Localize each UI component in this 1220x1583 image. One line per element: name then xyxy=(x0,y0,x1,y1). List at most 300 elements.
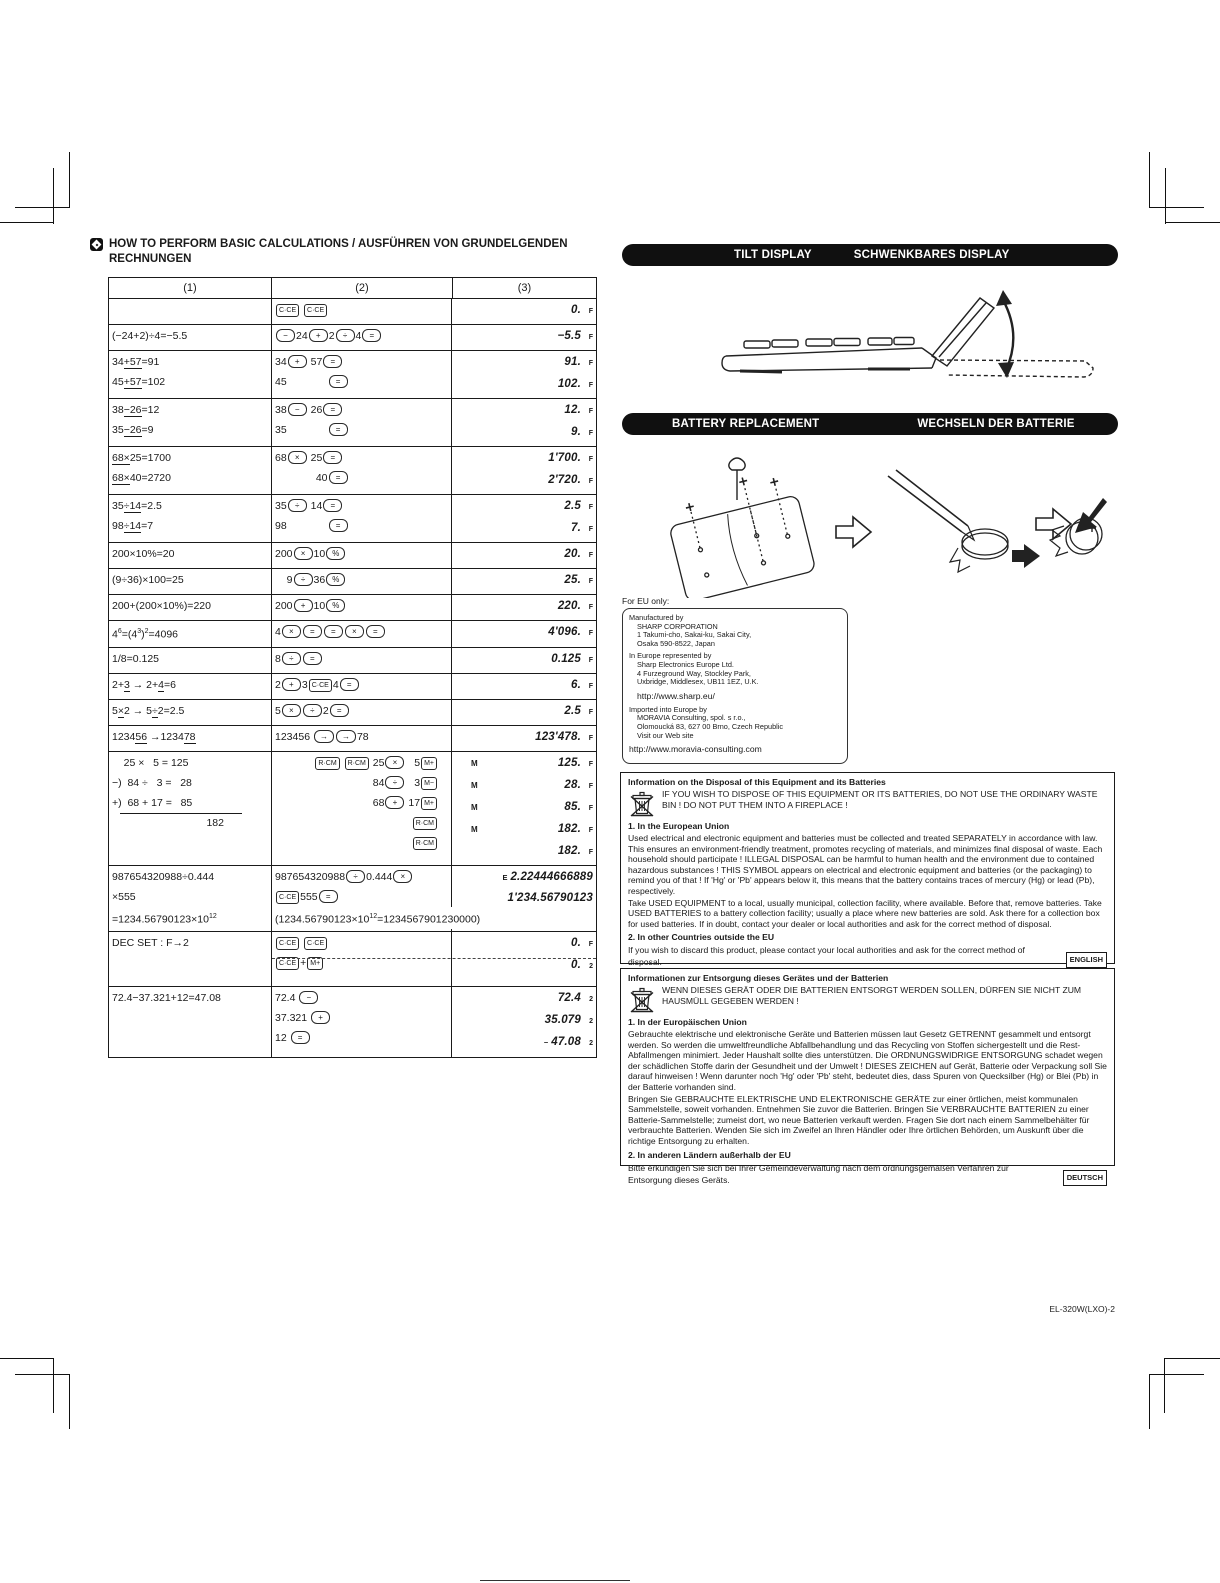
calc-key: = xyxy=(323,499,342,512)
calc-key: M+ xyxy=(421,757,437,770)
weee-bin-icon xyxy=(630,986,654,1014)
display-value: 102. xyxy=(557,378,581,390)
diamond-bullet-icon xyxy=(90,238,103,251)
key-sequence-line: 45 = xyxy=(275,372,448,392)
key-sequence-line: 40 = xyxy=(275,468,448,488)
mode-indicator: F xyxy=(588,941,593,948)
banner-label-de: SCHWENKBARES DISPLAY xyxy=(853,249,1010,261)
result-line xyxy=(455,374,593,396)
calc-key: R·CM xyxy=(315,757,339,770)
key-sequence-line: 987654320988 ÷ 0.444 × xyxy=(275,867,448,887)
result-cell xyxy=(451,674,596,699)
key-sequence-line: 35 ÷ 14 = xyxy=(275,496,448,516)
mode-indicator: F xyxy=(588,578,593,585)
table-row xyxy=(109,648,596,674)
crop-mark xyxy=(69,1374,70,1429)
disposal-warning: IF YOU WISH TO DISPOSE OF THIS EQUIPMENT OR ITS BATTERIES, DO NOT USE THE ORDINARY WASTE BIN ! DO NOT PUT THEM INTO A FIREPLACE ! xyxy=(662,789,1098,810)
disposal-final-text: If you wish to discard this product, please contact your local authorities and ask for the correct method of disposal. xyxy=(628,945,1025,968)
mode-indicator: F xyxy=(588,734,593,742)
result-cell xyxy=(451,932,596,986)
display-value: 0.125 xyxy=(551,652,581,665)
crop-mark xyxy=(0,1358,54,1359)
model-footer: EL-320W(LXO)-2 xyxy=(1049,1304,1115,1314)
disposal-final-text: Bitte erkundigen Sie sich bei Ihrer Gemeindeverwaltung nach dem ordnungsgemäßen Verfahren zur Entsorgung dieses Geräts. xyxy=(628,1162,1009,1185)
table-row xyxy=(109,866,596,933)
calc-key: ÷ xyxy=(346,870,365,883)
language-tag: ENGLISH xyxy=(1066,952,1107,968)
result-line xyxy=(455,701,593,723)
result-cell xyxy=(451,569,596,594)
dashed-divider xyxy=(272,958,596,959)
key-sequence-cell xyxy=(271,351,451,398)
display-value: 1'700. xyxy=(548,452,581,464)
calc-key: C·CE xyxy=(276,304,299,317)
calc-key: + xyxy=(294,599,313,612)
display-value: 72.4 xyxy=(557,992,581,1004)
memory-indicator: M xyxy=(471,780,478,790)
calc-key: R·CM xyxy=(413,837,437,850)
memory-indicator: M xyxy=(471,758,478,768)
calc-key: × xyxy=(282,704,301,717)
eu-address-box xyxy=(622,608,848,764)
key-sequence-cell xyxy=(271,932,451,986)
expression-line: (−24+2)÷4=−5.5 xyxy=(112,330,188,342)
key-sequence-line: 200 × 10 % xyxy=(275,544,448,564)
expression-line: 1/8=0.125 xyxy=(112,652,160,665)
table-row xyxy=(109,325,596,351)
table-row xyxy=(109,399,596,447)
calc-key: + xyxy=(309,329,328,342)
result-line xyxy=(455,675,593,697)
key-sequence-cell xyxy=(271,621,451,647)
display-value: 6. xyxy=(571,678,581,691)
calc-table-body xyxy=(109,299,596,1057)
result-line xyxy=(455,1032,593,1054)
disposal-section1: 1. In der Europäischen Union xyxy=(628,1017,747,1027)
display-value: 220. xyxy=(557,600,581,612)
language-tag: DEUTSCH xyxy=(1063,1170,1107,1186)
result-cell xyxy=(451,595,596,620)
calc-key: = xyxy=(303,652,322,665)
calc-key: → xyxy=(336,730,356,743)
display-value: 125. xyxy=(557,756,581,769)
result-line xyxy=(455,596,593,618)
expression-line: 38−26=12 xyxy=(112,404,160,416)
banner-label-de: WECHSELN DER BATTERIE xyxy=(917,418,1075,430)
display-value: 2.22444666889 xyxy=(510,870,593,883)
calc-key: = xyxy=(323,355,342,368)
weee-bin-icon xyxy=(630,790,654,818)
key-sequence-line xyxy=(275,933,448,953)
expression-cell xyxy=(109,700,271,725)
calc-key: ÷ xyxy=(288,499,307,512)
result-line xyxy=(455,448,593,470)
disposal-title: Informationen zur Entsorgung dieses Gerätes und der Batterien xyxy=(628,973,889,983)
table-row xyxy=(109,351,596,399)
expression-line: 25 × 5 = 125 xyxy=(112,756,189,769)
disposal-paragraph xyxy=(628,944,1107,968)
expression-line: 68×25=1700 xyxy=(112,452,171,464)
key-sequence-line: 98 = xyxy=(275,516,448,536)
expression-line: 68×40=2720 xyxy=(112,472,171,484)
calc-key: + xyxy=(282,678,301,691)
mode-indicator: F xyxy=(588,604,593,611)
calc-key: → xyxy=(314,730,334,743)
eu-address-line: 1 Takumi-cho, Sakai-ku, Sakai City, xyxy=(637,630,752,640)
table-row xyxy=(109,621,596,648)
mode-indicator: F xyxy=(588,804,593,812)
expression-line: 72.4−37.321+12=47.08 xyxy=(112,992,221,1004)
result-line xyxy=(455,352,593,374)
key-sequence-line: 123456 → → 78 xyxy=(275,730,369,743)
display-value: 28. xyxy=(564,778,581,791)
display-value: 2.5 xyxy=(564,500,581,512)
mode-indicator: F xyxy=(588,360,593,367)
expression-line: 200×10%=20 xyxy=(112,548,175,560)
mode-indicator: F xyxy=(588,430,593,437)
calc-key: = xyxy=(319,890,338,903)
expression-line: 2+3 → 2+4=6 xyxy=(112,678,176,691)
display-value: 1'234.56790123 xyxy=(507,891,593,904)
mode-indicator: 2 xyxy=(589,996,593,1003)
mode-indicator: F xyxy=(588,456,593,463)
mode-indicator: F xyxy=(588,826,593,834)
key-sequence-line: 8 ÷ = xyxy=(275,649,448,669)
result-line xyxy=(455,841,593,863)
calc-key: M+ xyxy=(421,797,437,810)
result-line xyxy=(455,518,593,540)
key-sequence-line: 34 + 57 = xyxy=(275,352,448,372)
display-value: 20. xyxy=(564,548,581,560)
result-line xyxy=(455,797,593,819)
calc-key: × xyxy=(282,625,301,638)
result-cell xyxy=(451,700,596,725)
key-sequence-cell xyxy=(271,866,481,932)
calc-key: × xyxy=(294,547,313,560)
disposal-title: Information on the Disposal of this Equipment and its Batteries xyxy=(628,777,886,787)
calc-key: = xyxy=(329,519,348,532)
calc-key: − xyxy=(288,403,307,416)
crop-mark xyxy=(1149,207,1204,208)
display-value: 0. xyxy=(571,959,581,971)
calc-key: = xyxy=(362,329,381,342)
scan-artifact xyxy=(480,1580,630,1581)
disposal-paragraph: Gebrauchte elektrische und elektronische Geräte und Batterien müssen laut Gesetz GETRENNT gesammelt und entsorgt werden. So werden die umweltfreundliche Abfallbehandlung und das Recycling von Stoffen sichergestellt und die Rest-Abfallmengen minimiert. Jeder Haushalt sollte dies unterstützen. Die ORDNUNGSWIDRIGE ENTSORGUNG schadet wegen der schädlichen Stoffe darin der Gesundheit und der Umwelt ! DIESES ZEICHEN auf Gerät, Batterie oder Verpackung soll Sie darauf hinweisen ! Wenn darunter noch 'Hg' oder 'Pb' steht, bedeutet dies, dass Spuren von Quecksilber (Hg) or Blei (Pb) in der Batterie vorhanden sind. xyxy=(628,1029,1107,1092)
expression-line: −) 84 ÷ 3 = 28 xyxy=(112,776,192,789)
calc-key: C·CE xyxy=(309,679,332,692)
table-row xyxy=(109,569,596,595)
expression-line: +) 68 + 17 = 85 xyxy=(112,796,193,809)
calc-key: C·CE xyxy=(276,937,299,950)
result-line xyxy=(455,888,593,908)
battery-replacement-illustration xyxy=(640,448,1110,598)
result-line xyxy=(455,867,593,888)
key-sequence-line: 72.4 − xyxy=(275,988,448,1008)
column-header-1: (1) xyxy=(183,282,197,294)
calc-key: × xyxy=(385,756,404,769)
disposal-section2: 2. In other Countries outside the EU xyxy=(628,932,775,943)
table-row xyxy=(109,595,596,621)
calc-key: % xyxy=(326,599,345,612)
key-sequence-cell xyxy=(271,648,451,673)
calc-key: = xyxy=(323,451,342,464)
display-value: 85. xyxy=(564,800,581,813)
key-sequence-cell xyxy=(271,595,451,620)
expression-cell xyxy=(109,495,271,542)
result-line xyxy=(455,470,593,492)
table-row xyxy=(109,752,596,866)
result-line xyxy=(455,649,593,671)
crop-mark xyxy=(15,1374,70,1375)
expression-cell xyxy=(109,987,271,1057)
result-line xyxy=(455,1010,593,1032)
table-row xyxy=(109,932,596,987)
expression-line: $4^6=(4^3)^2=4096$ xyxy=(112,628,179,641)
key-sequence-line xyxy=(275,813,448,833)
key-sequence-line: 2 + 3 C·CE 4 = xyxy=(275,675,448,695)
key-sequence-cell xyxy=(271,325,451,350)
mode-indicator: F xyxy=(588,408,593,415)
crop-mark xyxy=(1165,222,1220,223)
result-line xyxy=(455,727,593,749)
expression-line: 200+(200×10%)=220 xyxy=(112,600,211,612)
calc-key: = xyxy=(324,625,343,638)
calc-key: M− xyxy=(421,777,437,790)
expression-cell xyxy=(109,866,271,932)
display-value: 4'096. xyxy=(548,626,581,638)
eu-address-line: SHARP CORPORATION xyxy=(637,621,718,631)
table-row xyxy=(109,447,596,495)
key-sequence-line: 35 = xyxy=(275,420,448,440)
disposal-paragraph: Bringen Sie GEBRAUCHTE ELEKTRISCHE UND ELEKTRONISCHE GERÄTE zur einer örtlichen, meist kommunalen Sammelstelle, soweit vorhanden. Entnehmen Sie zuvor die Batterien. Bringen Sie VERBRAUCHTE BATTERIEN zu einer Batterie-Sammelstelle; zumeist dort, wo neue Batterien verkauft werden. Fragen Sie dort nach einem Sammelbehälter für verbrauchte Batterien. Wenden Sie sich im Zweifel an Ihren Händler oder Ihre örtlichen Behörden, um Auskunft über die richtige Entsorgung zu erhalten. xyxy=(628,1093,1090,1146)
display-value: 182. xyxy=(557,822,581,835)
key-sequence-line: 12 = xyxy=(275,1028,448,1048)
crop-mark xyxy=(15,207,70,208)
result-line xyxy=(455,326,593,348)
key-sequence-line: 68 × 25 = xyxy=(275,448,448,468)
result-cell xyxy=(451,987,596,1057)
calculation-table xyxy=(108,277,597,1058)
crop-mark xyxy=(53,168,54,224)
calc-key: = xyxy=(330,704,349,717)
mode-indicator: F xyxy=(588,848,593,856)
display-value: 0. xyxy=(571,937,581,949)
display-value: 47.08 xyxy=(551,1036,581,1048)
mode-indicator: F xyxy=(588,782,593,790)
calc-key: × xyxy=(345,625,364,638)
mode-indicator: F xyxy=(588,760,593,768)
eu-address-line: http://www.sharp.eu/ xyxy=(637,690,715,701)
calc-key: ÷ xyxy=(385,776,404,789)
key-sequence-line xyxy=(275,833,448,853)
eu-address-line: Osaka 590-8522, Japan xyxy=(637,638,715,648)
calc-key: = xyxy=(329,423,348,436)
result-line xyxy=(455,544,593,566)
expression-cell xyxy=(109,351,271,398)
result-cell xyxy=(451,752,596,865)
calc-key: − xyxy=(299,991,318,1004)
key-sequence-cell xyxy=(271,569,451,594)
table-row xyxy=(109,987,596,1057)
key-sequence-cell xyxy=(271,399,451,446)
expression-cell xyxy=(109,569,271,594)
crop-mark xyxy=(1165,1358,1220,1359)
result-line xyxy=(455,422,593,444)
calc-key: C·CE xyxy=(276,891,299,904)
key-sequence-line: 5 × ÷ 2 = xyxy=(275,701,448,721)
column-header-2: (2) xyxy=(271,278,452,298)
mode-indicator: F xyxy=(588,308,593,315)
disposal-paragraph: Used electrical and electronic equipment and batteries must be collected and treated SEPARATELY in accordance with law. This ensures an environment-friendly treatment, promotes recycling of materials, and minimizes final disposal of waste. Each household should participate ! ILLEGAL DISPOSAL can be harmful to human health and the environment due to contained hazardous substances ! THIS SYMBOL appears on electrical and electronic equipment and batteries (or the packaging) to remind you of that ! If 'Hg' or 'Pb' appears below it, this means that the battery contains traces of mercury (Hg) or lead (Pb), respectively. xyxy=(628,833,1103,896)
display-value: 7. xyxy=(571,522,581,534)
calc-key: ÷ xyxy=(294,573,313,586)
expression-line: 5×2 → 5÷2=2.5 xyxy=(112,704,185,717)
key-sequence-cell xyxy=(271,674,451,699)
disposal-paragraph xyxy=(628,1162,1107,1186)
mode-indicator: F xyxy=(588,526,593,533)
mode-indicator: F xyxy=(588,630,593,637)
key-sequence-cell xyxy=(271,987,451,1057)
crop-mark xyxy=(53,1358,54,1413)
expression-line: $=1234.56790123\times 10^{12}$ xyxy=(112,912,217,925)
expression-line: DEC SET : F→2 xyxy=(112,937,189,949)
mode-indicator: F xyxy=(588,552,593,559)
memory-indicator: M xyxy=(471,824,478,834)
result-cell xyxy=(451,399,596,446)
display-value: 12. xyxy=(564,404,581,416)
key-sequence-line: R·CM R·CM 25 × 5 M+ xyxy=(275,753,448,773)
calc-key: ÷ xyxy=(282,652,301,665)
mode-indicator: F xyxy=(588,504,593,511)
key-sequence-line: 9 ÷ 36 % xyxy=(275,570,448,590)
result-cell xyxy=(451,648,596,673)
mode-indicator: 2 xyxy=(589,1040,593,1047)
eu-only-label: For EU only: xyxy=(622,596,670,606)
result-line xyxy=(455,300,593,322)
display-value: 2'720. xyxy=(548,474,581,486)
expression-cell xyxy=(109,595,271,620)
display-value: 35.079 xyxy=(544,1014,581,1026)
spanning-line: $(1234.56790123\times 10^{12}=1234567901230000)$ xyxy=(275,907,575,930)
expression-cell xyxy=(109,932,271,986)
expression-line: 98÷14=7 xyxy=(112,520,154,532)
section-title xyxy=(90,237,615,267)
disposal-paragraph: Take USED EQUIPMENT to a local, usually municipal, collection facility, where available. Before that, remove batteries. Take USED BATTERIES to a battery collection facility; usually a place where new batteries are sold. Ask there for a collection box for used batteries. If in doubt, contact your dealer or local authorities and ask for the correct method of disposal. xyxy=(628,897,1102,929)
table-row xyxy=(109,674,596,700)
table-header-row xyxy=(109,278,596,299)
result-line xyxy=(455,400,593,422)
calc-key: = xyxy=(323,403,342,416)
calc-key: = xyxy=(340,678,359,691)
mode-indicator: F xyxy=(588,682,593,690)
key-sequence-cell xyxy=(271,726,451,751)
eu-address-line: Sharp Electronics Europe Ltd. xyxy=(637,659,734,669)
expression-line: 35−26=9 xyxy=(112,424,154,436)
result-line xyxy=(455,496,593,518)
eu-address-line: 4 Furzeground Way, Stockley Park, xyxy=(637,668,751,678)
key-sequence-line: 37.321 + xyxy=(275,1008,448,1028)
calc-key: + xyxy=(288,355,307,368)
calc-key: = xyxy=(303,625,322,638)
expression-cell xyxy=(109,399,271,446)
display-value: 0. xyxy=(571,304,581,316)
crop-mark xyxy=(69,152,70,208)
key-sequence-line: 4 × = = × = xyxy=(275,622,448,642)
expression-cell xyxy=(109,543,271,568)
calc-key: % xyxy=(326,547,345,560)
result-line xyxy=(455,933,593,955)
result-line xyxy=(455,622,593,644)
expression-cell xyxy=(109,648,271,673)
calc-key: M+ xyxy=(307,957,323,970)
crop-mark xyxy=(0,222,54,223)
key-sequence-line: 200 + 10 % xyxy=(275,596,448,616)
calc-key: = xyxy=(329,471,348,484)
display-value: 25. xyxy=(564,574,581,586)
crop-mark xyxy=(1149,1374,1204,1375)
result-line xyxy=(455,988,593,1010)
expression-line: (9÷36)×100=25 xyxy=(112,574,184,586)
expression-cell xyxy=(109,726,271,751)
calc-key: + xyxy=(311,1011,330,1024)
mode-indicator: F xyxy=(588,656,593,664)
display-indicator: − xyxy=(543,1038,549,1047)
display-value: 123'478. xyxy=(535,730,581,743)
expression-line: 35÷14=2.5 xyxy=(112,500,162,512)
mode-indicator: F xyxy=(588,334,593,341)
title-line2: RECHNUNGEN xyxy=(109,253,192,265)
result-line xyxy=(455,819,593,841)
mode-indicator: 2 xyxy=(589,1018,593,1025)
key-sequence-line: 68 + 17 M+ xyxy=(275,793,448,813)
calc-key: % xyxy=(326,573,345,586)
result-cell xyxy=(451,621,596,647)
title-line1: HOW TO PERFORM BASIC CALCULATIONS / AUSFÜHREN VON GRUNDELGENDEN xyxy=(109,238,568,250)
calc-key: × xyxy=(288,451,307,464)
calc-key: R·CM xyxy=(345,757,369,770)
expression-line: ×555 xyxy=(112,890,136,903)
display-value: 2.5 xyxy=(564,704,581,717)
eu-address-line: Olomoucká 83, 627 00 Brno, Czech Republic xyxy=(637,721,784,731)
calc-key: + xyxy=(385,796,404,809)
result-cell xyxy=(451,495,596,542)
result-line xyxy=(455,570,593,592)
expression-line: 34+57=91 xyxy=(112,356,160,368)
calc-key: × xyxy=(393,870,412,883)
crop-mark xyxy=(1149,1374,1150,1429)
result-cell xyxy=(451,299,596,324)
calc-key: ÷ xyxy=(336,329,355,342)
table-row xyxy=(109,543,596,569)
expression-cell xyxy=(109,621,271,647)
calc-key: C·CE xyxy=(304,937,327,950)
table-row xyxy=(109,495,596,543)
tilt-display-banner xyxy=(622,244,1118,266)
eu-address-line: MORAVIA Consulting, spol. s r.o., xyxy=(637,713,746,723)
disposal-section1: 1. In the European Union xyxy=(628,821,730,831)
result-cell xyxy=(451,447,596,494)
crop-mark xyxy=(1149,152,1150,208)
key-sequence-line: 38 − 26 = xyxy=(275,400,448,420)
key-sequence-line: − 24 + 2 ÷ 4 = xyxy=(275,326,448,346)
calc-key: C·CE xyxy=(276,957,299,970)
calc-key: − xyxy=(276,329,295,342)
disposal-section2: 2. In anderen Ländern außerhalb der EU xyxy=(628,1149,791,1160)
disposal-warning: WENN DIESES GERÄT ODER DIE BATTERIEN ENTSORGT WERDEN SOLLEN, DÜRFEN SIE NICHT ZUM HAUSMÜLL GEGEBEN WERDEN ! xyxy=(662,985,1082,1006)
memory-indicator: M xyxy=(471,802,478,812)
eu-address-line: Manufactured by xyxy=(629,613,684,622)
battery-replacement-banner xyxy=(622,413,1118,435)
